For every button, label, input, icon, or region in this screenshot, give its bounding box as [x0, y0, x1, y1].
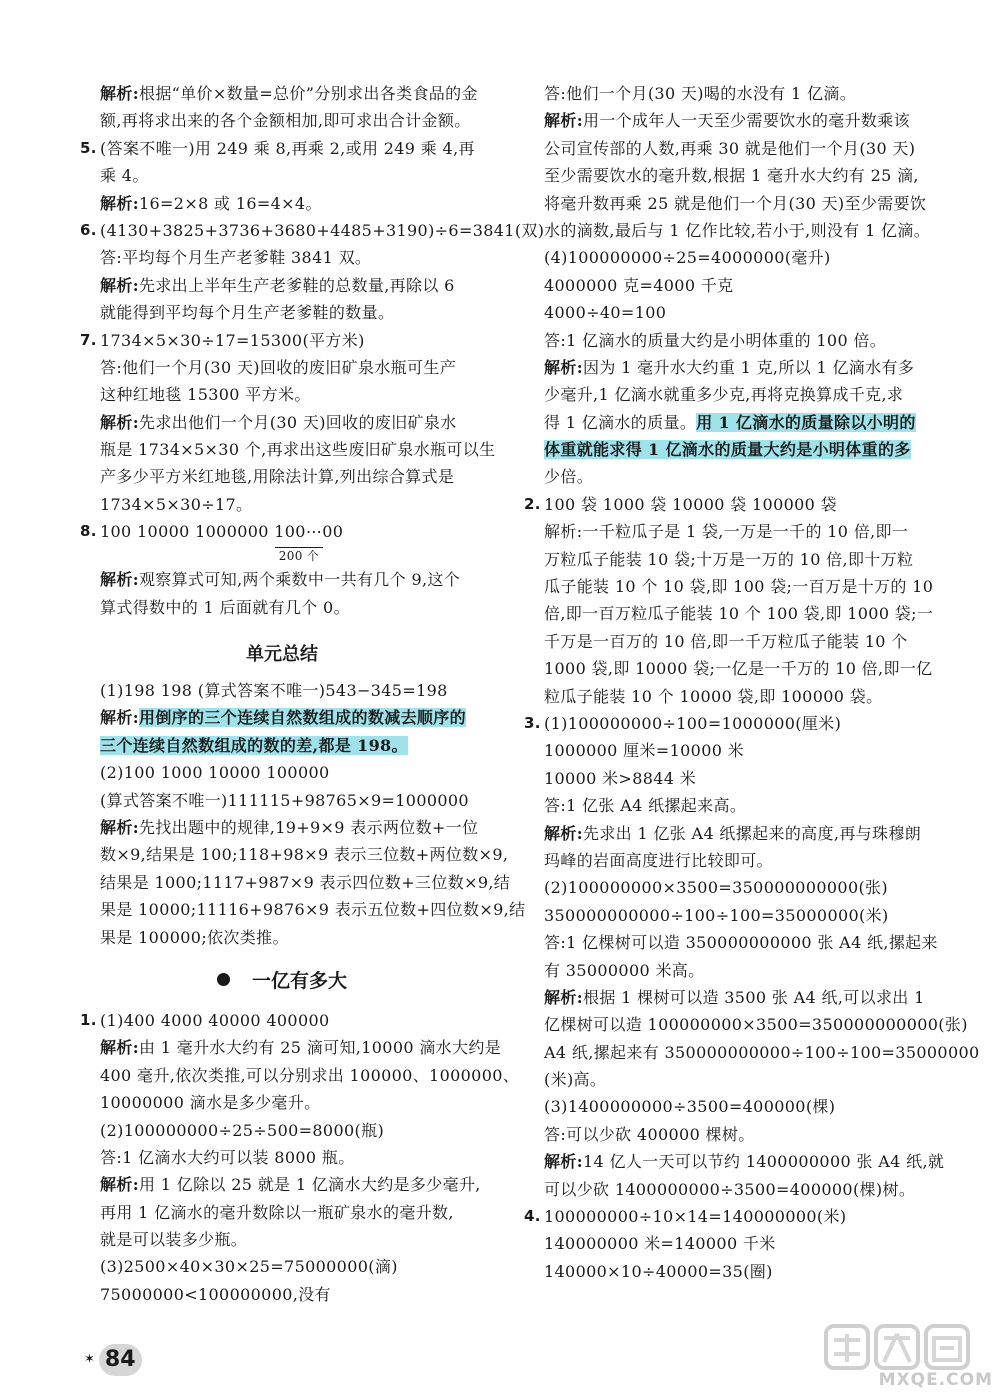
answer-line: 额,再将求出来的各个金额相加,即可求出合计金额。 — [100, 111, 471, 131]
answer-line: 75000000<100000000,没有 — [100, 1284, 331, 1304]
analysis-line: 解析:用一个成年人一天至少需要饮水的毫升数乘该 — [544, 111, 910, 131]
answer-line: 答:1 亿棵树可以造 350000000000 张 A4 纸,摞起来 — [544, 933, 938, 953]
answer-line: 10000 米>8844 米 — [544, 768, 697, 788]
analysis-line: 400 毫升,依次类推,可以分别求出 100000、1000000、 — [100, 1065, 520, 1085]
highlighted-text: 用 1 亿滴水的质量除以小明的 — [696, 412, 916, 432]
analysis-line: 1734×5×30÷17。 — [100, 494, 253, 514]
answer-line: (4)100000000÷25=4000000(毫升) — [544, 248, 831, 268]
analysis-line: 解析:根据 1 棵树可以造 3500 张 A4 纸,可以求出 1 — [544, 987, 925, 1007]
answer-line: 乘 4。 — [100, 166, 149, 186]
analysis-line: 水的滴数,最后与 1 亿作比较,若小于,则没有 1 亿滴。 — [544, 220, 931, 240]
analysis-line: 解析:用 1 亿除以 25 就是 1 亿滴水大约是多少毫升, — [100, 1175, 481, 1195]
highlighted-text: 三个连续自然数组成的数的差,都是 198。 — [100, 735, 408, 755]
analysis-line: 粒瓜子能装 10 个 10000 袋,即 100000 袋。 — [544, 686, 883, 706]
answer-line: 答:1 亿张 A4 纸摞起来高。 — [544, 796, 747, 816]
analysis-line: 解析:先求出 1 亿张 A4 纸摞起来的高度,再与珠穆朗 — [544, 823, 922, 843]
question-6: 6. (4130+3825+3736+3680+4485+3190)÷6=3841(双) — [80, 220, 545, 240]
answer-line: 答:1 亿滴水的质量大约是小明体重的 100 倍。 — [544, 330, 887, 350]
section-heading-summary: 单元总结 — [246, 644, 318, 666]
watermark-domain: MXQE.COM — [878, 1370, 993, 1390]
answer-line: 答:1 亿滴水大约可以装 8000 瓶。 — [100, 1147, 355, 1167]
page-number-badge: 84 — [99, 1344, 142, 1376]
analysis-line: 解析:一千粒瓜子是 1 袋,一万是一千的 10 倍,即一 — [544, 522, 909, 542]
left-column — [80, 80, 545, 1308]
analysis-line — [524, 436, 932, 463]
answer-line: (2)100000000×3500=350000000000(张) — [544, 878, 889, 898]
analysis-line: 解析:由 1 毫升水大约有 25 滴可知,10000 滴水大约是 — [100, 1038, 502, 1058]
analysis-line: 玛峰的岩面高度进行比较即可。 — [544, 850, 773, 870]
analysis-line: 产多少平方米红地毯,用除法计算,列出综合算式是 — [100, 467, 455, 487]
question-8: 8. 100 10000 1000000 100⋯00 200 个 — [80, 522, 344, 564]
answer-line: 答:可以少砍 400000 棵树。 — [544, 1124, 755, 1144]
analysis-line: 倍,即一百万粒瓜子能装 10 个 100 袋,即 1000 袋;一 — [544, 604, 934, 624]
analysis-line: 少毫升,1 亿滴水就重多少克,再将克换算成千克,求 — [544, 385, 904, 405]
analysis-line: 再用 1 亿滴水的毫升数除以一瓶矿泉水的毫升数, — [100, 1202, 454, 1222]
highlighted-text: 体重就能求得 1 亿滴水的质量大约是小明体重的多 — [544, 440, 911, 460]
analysis-line — [80, 732, 484, 759]
star-icon: ✶ — [84, 1352, 95, 1367]
answer-line: 有 35000000 米高。 — [544, 960, 705, 980]
bullet-dot-icon — [217, 973, 230, 986]
right-column — [524, 80, 980, 1285]
underbrace-label: 200 个 — [275, 547, 323, 564]
analysis-line: (米)高。 — [544, 1070, 607, 1090]
analysis-line: 解析:因为 1 毫升水大约重 1 克,所以 1 亿滴水有多 — [544, 357, 915, 377]
answer-line: 答:他们一个月(30 天)喝的水没有 1 亿滴。 — [544, 84, 857, 103]
section-heading: 一亿有多大 — [80, 959, 484, 1003]
answer-line: 350000000000÷100÷100=35000000(米) — [544, 905, 889, 925]
question-3: 3. (1)100000000÷100=1000000(厘米) — [524, 713, 842, 733]
answer-line: 答:他们一个月(30 天)回收的废旧矿泉水瓶可生产 — [100, 357, 457, 377]
analysis-line: 少倍。 — [544, 467, 594, 487]
question-7: 7. 1734×5×30÷17=15300(平方米) — [80, 330, 365, 350]
analysis-line: 就是可以装多少瓶。 — [100, 1230, 248, 1250]
answer-line: 4000÷40=100 — [544, 303, 667, 323]
page-number — [84, 1344, 142, 1376]
answer-line: 这种红地毯 15300 平方米。 — [100, 385, 311, 405]
analysis-line: 解析:观察算式可知,两个乘数中一共有几个 9,这个 — [100, 570, 461, 590]
answer-line: 140000×10÷40000=35(圈) — [544, 1261, 773, 1281]
analysis-line: A4 纸,摞起来有 350000000000÷100÷100=35000000 — [544, 1042, 980, 1062]
analysis-line: 瓶是 1734×5×30 个,再求出这些废旧矿泉水瓶可以生 — [100, 440, 496, 460]
analysis-line: 瓜子能装 10 个 10 袋,即 100 袋;一百万是十万的 10 — [544, 577, 934, 597]
analysis-line: 万粒瓜子能装 10 袋;十万是一万的 10 倍,即十万粒 — [544, 549, 914, 569]
question-2: 2. 100 袋 1000 袋 10000 袋 100000 袋 — [524, 494, 837, 514]
analysis-line: 数×9,结果是 100;118+98×9 表示三位数+两位数×9, — [100, 845, 509, 865]
analysis-line: 解析:先找出题中的规律,19+9×9 表示两位数+一位 — [100, 817, 479, 837]
analysis-line: 将毫升数再乘 25 就是他们一个月(30 天)至少需要饮 — [544, 193, 927, 213]
answer-line: (3)2500×40×30×25=75000000(滴) — [100, 1257, 398, 1277]
analysis-line: 得 1 亿滴水的质量。用 1 亿滴水的质量除以小明的 — [544, 412, 916, 432]
analysis-line: 解析:先求出上半年生产老爹鞋的总数量,再除以 6 — [100, 275, 455, 295]
answer-line: (2)100000000÷25÷500=8000(瓶) — [100, 1120, 385, 1140]
analysis-line: 千万是一百万的 10 倍,即一千万粒瓜子能装 10 个 — [544, 631, 908, 651]
question-1: 1. (1)400 4000 40000 400000 — [80, 1010, 330, 1030]
summary-line: (1)198 198 (算式答案不唯一)543−345=198 — [100, 681, 448, 701]
watermark-logo — [818, 1324, 993, 1390]
analysis-line: 算式得数中的 1 后面就有几个 0。 — [100, 597, 350, 617]
analysis-line: 亿棵树可以造 100000000×3500=350000000000(张) — [544, 1015, 968, 1035]
watermark-logo-icon — [818, 1324, 993, 1370]
analysis-line: 1000 袋,即 10000 袋;一亿是一千万的 10 倍,即一亿 — [544, 659, 933, 679]
analysis-line: 至少需要饮水的毫升数,根据 1 毫升水大约有 25 滴, — [544, 166, 919, 186]
answer-line: 1000000 厘米=10000 米 — [544, 741, 745, 761]
analysis-line: 解析:先求出他们一个月(30 天)回收的废旧矿泉水 — [100, 412, 457, 432]
summary-line: (2)100 1000 10000 100000 — [100, 763, 330, 783]
analysis-line: 结果是 1000;1117+987×9 表示四位数+三位数×9,结 — [100, 872, 511, 892]
summary-line: (算式答案不唯一)111115+98765×9=1000000 — [100, 790, 469, 810]
analysis-line: 10000000 滴水是多少毫升。 — [100, 1093, 321, 1113]
answer-line: 4000000 克=4000 千克 — [544, 275, 734, 295]
answer-line: 答:平均每个月生产老爹鞋 3841 双。 — [100, 248, 372, 268]
analysis-line: 可以少砍 1400000000÷3500=400000(棵)树。 — [544, 1179, 916, 1199]
question-5: 5. (答案不唯一)用 249 乘 8,再乘 2,或用 249 乘 4,再 — [80, 138, 475, 158]
highlighted-text: 用倒序的三个连续自然数组成的数减去顺序的 — [138, 708, 466, 728]
answer-line: (3)1400000000÷3500=400000(棵) — [544, 1097, 836, 1117]
answer-line: 140000000 米=140000 千米 — [544, 1234, 776, 1254]
analysis-line: 果是 100000;依次类推。 — [100, 927, 289, 947]
analysis-line: 解析:14 亿人一天可以节约 1400000000 张 A4 纸,就 — [544, 1152, 945, 1172]
analysis-line: 果是 10000;11116+9876×9 表示五位数+四位数×9,结 — [100, 900, 526, 920]
analysis-line: 解析:16=2×8 或 16=4×4。 — [100, 193, 322, 213]
answer-line: 解析:根据“单价×数量=总价”分别求出各类食品的金 — [100, 84, 478, 103]
question-4: 4. 100000000÷10×14=140000000(米) — [524, 1207, 847, 1227]
analysis-line: 解析:用倒序的三个连续自然数组成的数减去顺序的 — [100, 708, 466, 728]
analysis-line: 就能得到平均每个月生产老爹鞋的数量。 — [100, 303, 395, 323]
analysis-line: 公司宣传部的人数,再乘 30 就是他们一个月(30 天) — [544, 138, 916, 158]
